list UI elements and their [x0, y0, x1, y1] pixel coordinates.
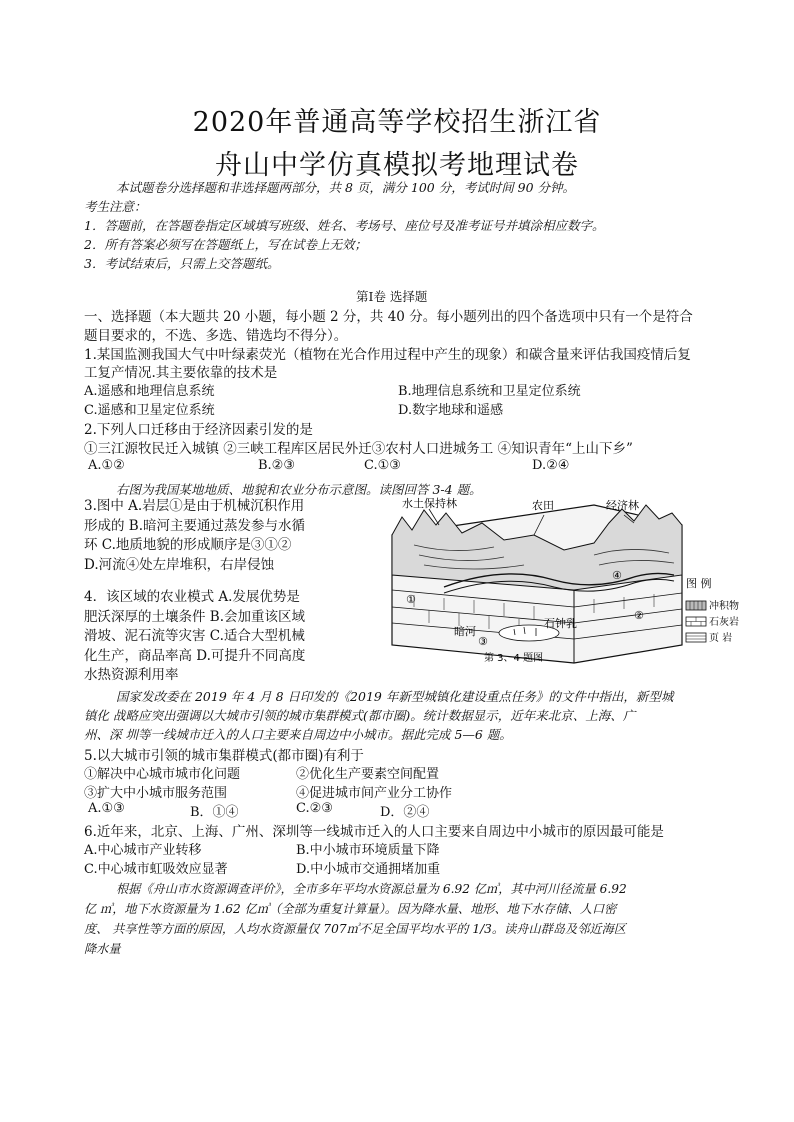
q5-option-c: C.②③	[296, 801, 333, 816]
passage-line-2: 亿 ㎥，地下水资源量为 1.62 亿㎥（全部为重复计算量）。因为降水量、地形、地下水存储、人口密	[84, 902, 617, 916]
legend-title: 图 例	[686, 577, 712, 590]
title-line-1: 2020年普通高等学校招生浙江省	[192, 107, 602, 138]
legend-limestone: 石灰岩	[709, 617, 739, 628]
title-line-2: 舟山中学仿真模拟考地理试卷	[215, 150, 579, 181]
section-intro-2: 题目要求的，不选、多选、错选均不得分）。	[84, 328, 348, 344]
note-1: 1．答题前，在答题卷指定区域填写班级、姓名、考场号、座位号及准考证号并填涂相应数字。	[84, 218, 605, 233]
label-econ-forest: 经济林	[606, 499, 639, 512]
q1-option-c: C.遥感和卫星定位系统	[84, 403, 215, 418]
label-underground-river: 暗河	[454, 625, 476, 638]
q1-option-d: D.数字地球和遥感	[398, 403, 504, 418]
section-intro-1: 一、选择题（本大题共 20 小题，每小题 2 分，共 40 分。每小题列出的四个备选项中只有一个是符合	[84, 309, 693, 325]
label-num-4: ④	[612, 569, 622, 582]
passage-line-1: 根据《舟山市水资源调查评价》，全市多年平均水资源总量为 6.92 亿㎥，其中河川径流量 6.92	[116, 882, 627, 896]
label-num-2: ②	[634, 609, 644, 622]
q1-stem-1: 1.某国监测我国大气中叶绿素荧光（植物在光合作用过程中产生的现象）和碳含量来评估我国疫情后复	[84, 347, 691, 363]
section-heading: 第Ⅰ卷 选择题	[356, 289, 428, 304]
legend-shale: 页 岩	[709, 633, 733, 644]
label-num-1: ①	[406, 593, 416, 606]
q5-item-1: ①解决中心城市城市化问题	[84, 767, 241, 782]
geology-diagram	[384, 495, 754, 665]
q6-option-c: C.中心城市虹吸效应显著	[84, 862, 228, 877]
q5-item-2: ②优化生产要素空间配置	[296, 767, 440, 782]
notes-label: 考生注意：	[84, 199, 147, 214]
q2-option-c: C.①③	[364, 458, 401, 473]
q56-intro-1: 国家发改委在 2019 年 4 月 8 日印发的《2019 年新型城镇化建设重点任务》的文件中指出，新型城	[116, 689, 674, 704]
q1-stem-2: 工复产情况.其主要依靠的技术是	[84, 365, 278, 381]
q5-option-a: A.①③	[88, 801, 125, 816]
note-3: 3．考试结束后，只需上交答题纸。	[84, 256, 280, 271]
q2-stem: 2.下列人口迁移由于经济因素引发的是	[84, 422, 313, 438]
q2-option-d: D.②④	[532, 458, 570, 473]
q1-option-b: B.地理信息系统和卫星定位系统	[398, 384, 581, 399]
passage-line-3: 度、 共享性等方面的原因，人均水资源量仅 707㎥不足全国平均水平的 1/3。读舟山群岛及邻近海区	[84, 922, 626, 936]
q6-option-d: D.中小城市交通拥堵加重	[296, 862, 441, 877]
label-farm: 农田	[532, 499, 554, 512]
q5-option-d: D．②④	[380, 805, 430, 820]
label-stalactite: 石钟乳	[544, 617, 577, 630]
exam-info: 本试题卷分选择题和非选择题两部分，共 8 页，满分 100 分，考试时间 90 分钟。	[116, 180, 576, 195]
q2-option-b: B.②③	[258, 458, 295, 473]
q6-option-a: A.中心城市产业转移	[84, 843, 202, 858]
label-forest: 水土保持林	[402, 497, 457, 510]
q5-item-4: ④促进城市间产业分工协作	[296, 786, 453, 801]
q56-intro-3: 州、深 圳等一线城市迁入的人口主要来自周边中小城市。据此完成 5—6 题。	[84, 727, 512, 742]
geology-diagram-svg	[384, 495, 754, 665]
q6-stem: 6.近年来，北京、上海、广州、深圳等一线城市迁入的人口主要来自周边中小城市的原因最可能是	[84, 824, 664, 840]
q5-stem: 5.以大城市引领的城市集群模式(都市圈)有利于	[84, 748, 364, 764]
q4-text: 4．该区域的农业模式 A.发展优势是肥沃深厚的土壤条件 B.会加重该区域滑坡、泥石流等灾害 C.适合大型机械化生产，商品率高 D.可提升不同高度水热资源利用率	[84, 589, 306, 684]
q3-text: 3.图中 A.岩层①是由于机械沉积作用形成的 B.暗河主要通过蒸发参与水循环 C.地质地貌的形成顺序是③①② D.河流④处左岸堆积，右岸侵蚀	[84, 498, 306, 573]
legend-alluvium: 冲积物	[709, 601, 739, 612]
q56-intro-2: 镇化 战略应突出强调以大城市引领的城市集群模式(都市圈)。统计数据显示，近年来北京、上海、广	[84, 708, 636, 723]
q5-option-b: B．①④	[190, 805, 239, 820]
q5-item-3: ③扩大中小城市服务范围	[84, 786, 228, 801]
q34-intro: 右图为我国某地地质、地貌和农业分布示意图。读图回答 3-4 题。	[116, 482, 482, 497]
q1-option-a: A.遥感和地理信息系统	[84, 384, 215, 399]
passage-line-4: 降水量	[84, 942, 121, 956]
q6-option-b: B.中小城市环境质量下降	[296, 843, 440, 858]
q2-items: ①三江源牧民迁入城镇 ②三峡工程库区居民外迁③农村人口进城务工 ④知识青年“上山下乡”	[84, 441, 633, 457]
note-2: 2．所有答案必须写在答题纸上，写在试卷上无效；	[84, 237, 367, 252]
q2-option-a: A.①②	[88, 458, 125, 473]
figure-caption: 第 3、4 题图	[484, 653, 544, 664]
label-num-3: ③	[478, 635, 488, 648]
